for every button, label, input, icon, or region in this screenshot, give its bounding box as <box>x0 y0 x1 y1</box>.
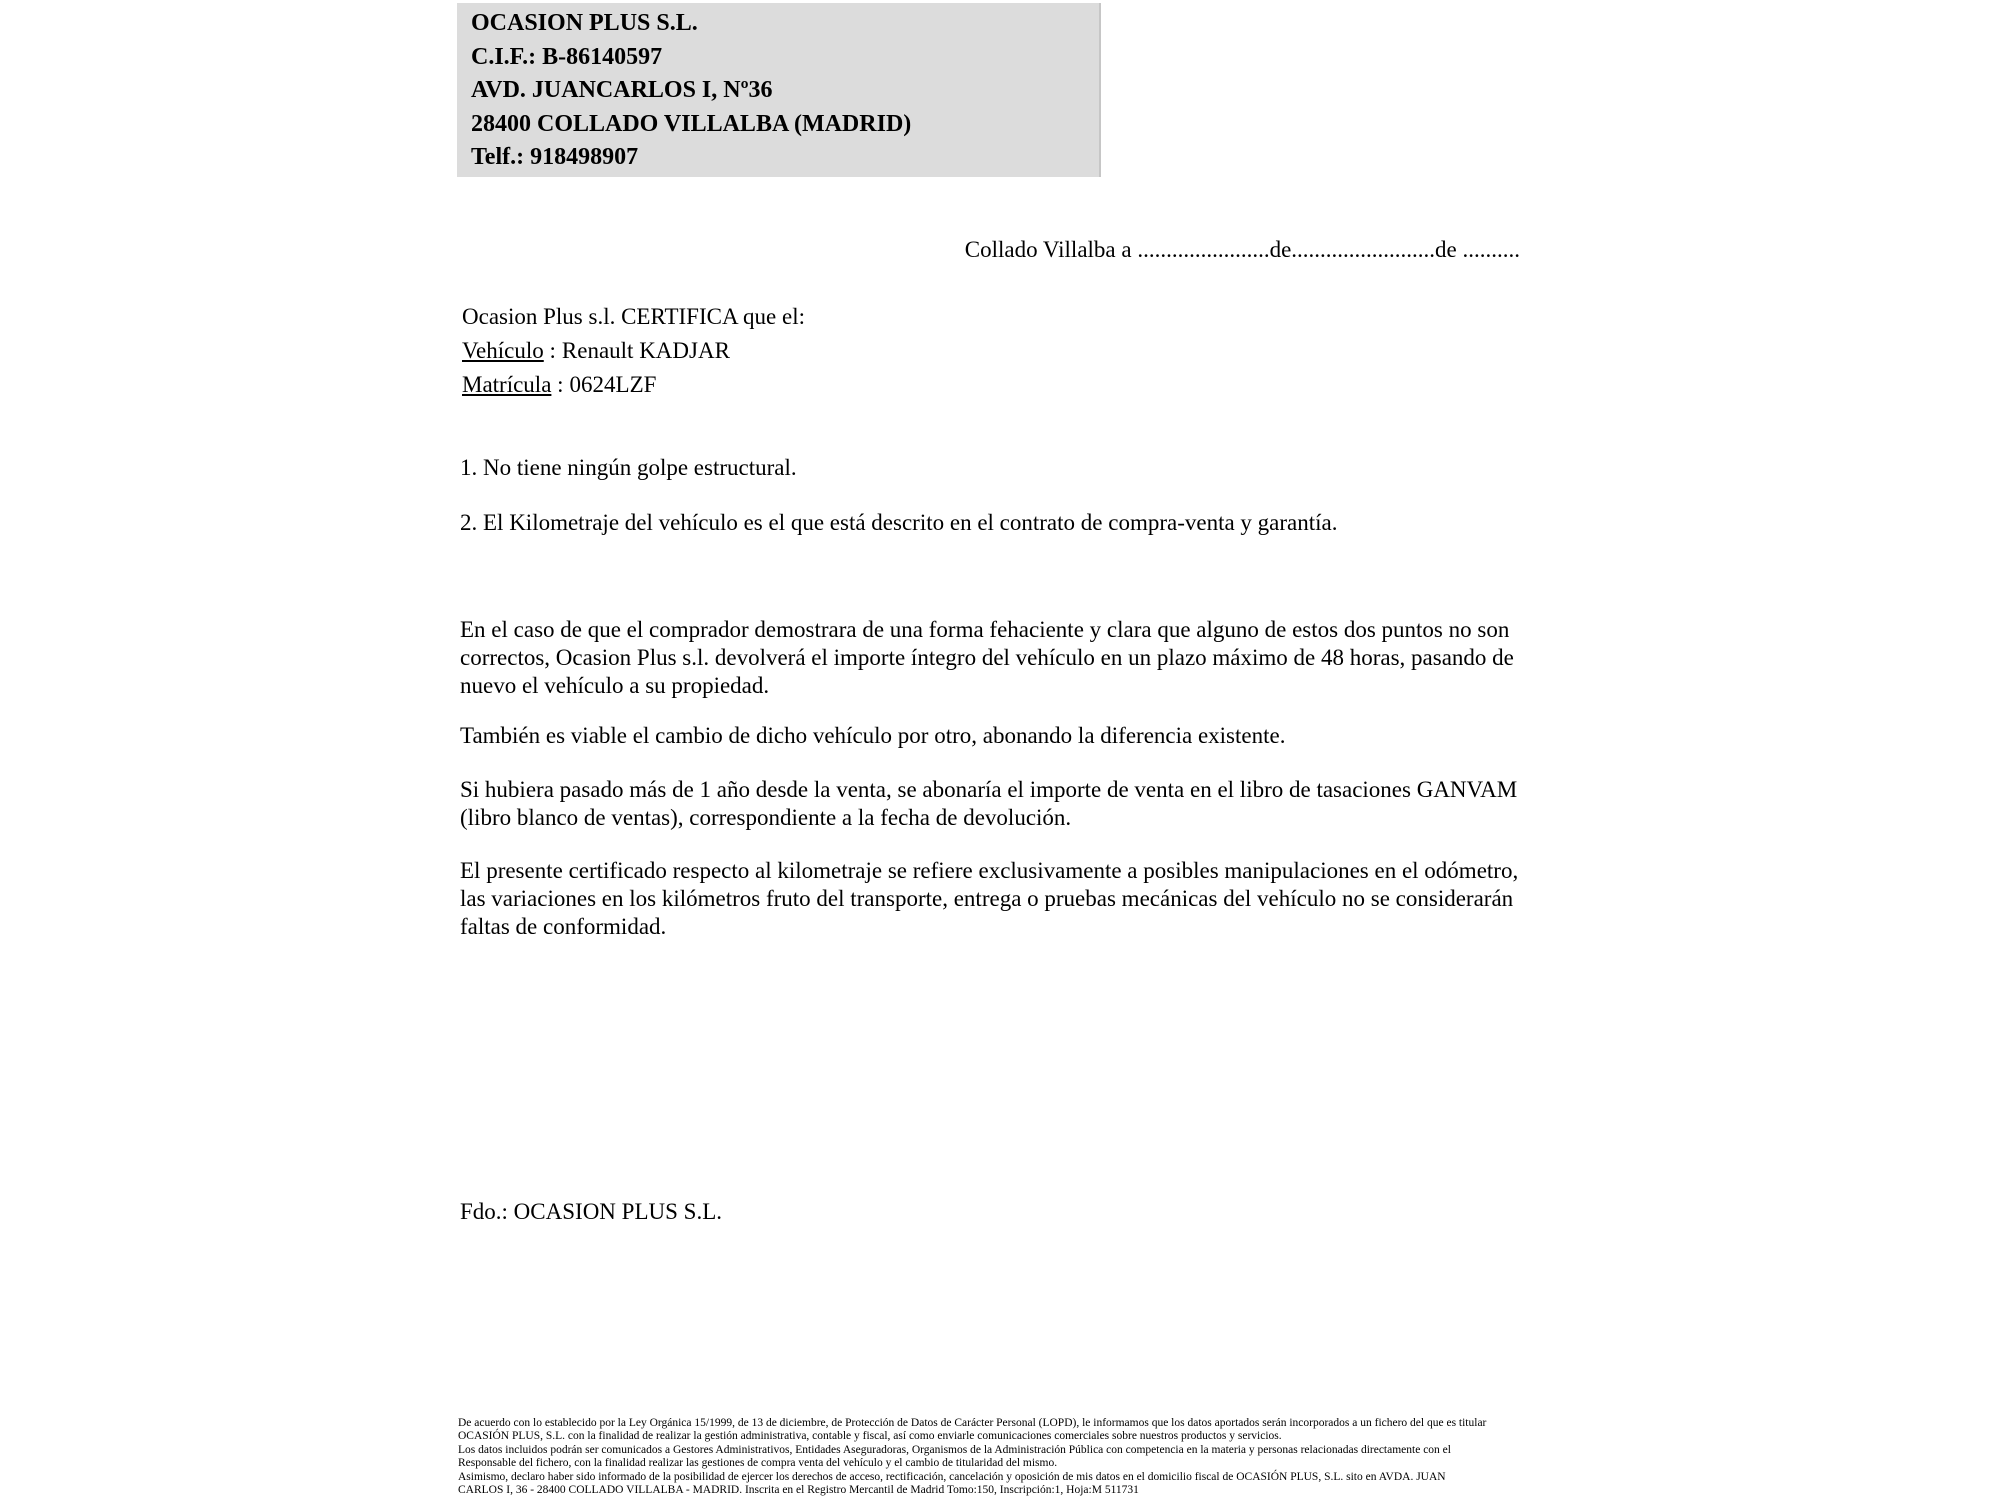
company-name: OCASION PLUS S.L. <box>471 10 698 36</box>
paragraph-ganvam: Si hubiera pasado más de 1 año desde la venta, se abonaría el importe de venta en el libro de tasaciones GANVAM (libro blanco de ventas), correspondiente a la fecha de devolución. <box>460 777 1518 830</box>
legal-line-6: CARLOS I, 36 - 28400 COLLADO VILLALBA - MADRID. Inscrita en el Registro Mercantil de Madrid Tomo:150, Inscripción:1, Hoja:M 511731 <box>458 1484 1139 1497</box>
point-1: 1. No tiene ningún golpe estructural. <box>460 455 797 480</box>
legal-line-4: Responsable del fichero, con la finalidad realizar las gestiones de compra venta del vehículo y el cambio de titularidad del mismo. <box>458 1457 1058 1470</box>
legal-line-3: Los datos incluidos podrán ser comunicados a Gestores Administrativos, Entidades Aseguradoras, Organismos de la Administración Pública con competencia en la materia y personas relacionadas directamente con el <box>458 1443 1451 1456</box>
vehicle-label: Vehículo <box>462 338 544 363</box>
plate-value: 0624LZF <box>569 372 657 397</box>
company-cif: C.I.F.: B-86140597 <box>471 43 663 70</box>
legal-line-1: De acuerdo con lo establecido por la Ley Orgánica 15/1999, de 13 de diciembre, de Protección de Datos de Carácter Personal (LOPD), le informamos que los datos aportados serán incorporados a un fichero del que es titular <box>458 1417 1487 1429</box>
legal-line-5: Asimismo, declaro haber sido informado de la posibilidad de ejercer los derechos de acceso, rectificación, cancelación y oposición de mis datos en el domicilio fiscal de OCASIÓN PLUS, S.L. sito en AVDA. JUAN <box>458 1470 1446 1483</box>
vehicle-value: Renault KADJAR <box>561 338 730 363</box>
company-city: 28400 COLLADO VILLALBA (MADRID) <box>471 110 912 137</box>
company-phone: Telf.: 918498907 <box>471 144 639 170</box>
company-header <box>457 3 1101 177</box>
plate-label: Matrícula <box>462 372 552 397</box>
point-2: 2. El Kilometraje del vehículo es el que está descrito en el contrato de compra-venta y garantía. <box>460 510 1338 535</box>
vehicle-separator: : <box>549 338 556 363</box>
paragraph-odometer: El presente certificado respecto al kilometraje se refiere exclusivamente a posibles manipulaciones en el odómetro, las variaciones en los kilómetros fruto del transporte, entrega o pruebas mecánicas del vehículo no se considerarán faltas de conformidad. <box>460 858 1519 939</box>
certificate-intro: Ocasion Plus s.l. CERTIFICA que el: <box>462 304 805 329</box>
legal-notice <box>458 1417 1858 1497</box>
paragraph-refund: En el caso de que el comprador demostrara de una forma fehaciente y clara que alguno de estos dos puntos no son correctos, Ocasion Plus s.l. devolverá el importe íntegro del vehículo en un plazo máximo de 48 horas, pasando de nuevo el vehículo a su propiedad. <box>460 617 1514 698</box>
plate-field <box>462 371 656 399</box>
paragraph-exchange: También es viable el cambio de dicho vehículo por otro, abonando la diferencia existente. <box>460 723 1286 748</box>
plate-separator: : <box>557 372 564 397</box>
signature-line: Fdo.: OCASION PLUS S.L. <box>460 1199 722 1224</box>
company-address: AVD. JUANCARLOS I, Nº36 <box>471 77 773 103</box>
legal-line-2: OCASIÓN PLUS, S.L. con la finalidad de realizar la gestión administrativa, contable y fiscal, así como enviarle comunicaciones comerciales sobre nuestros productos y servicios. <box>458 1430 1282 1443</box>
vehicle-field <box>462 337 730 365</box>
date-line: Collado Villalba a .......................de.........................de .......... <box>964 237 1520 262</box>
